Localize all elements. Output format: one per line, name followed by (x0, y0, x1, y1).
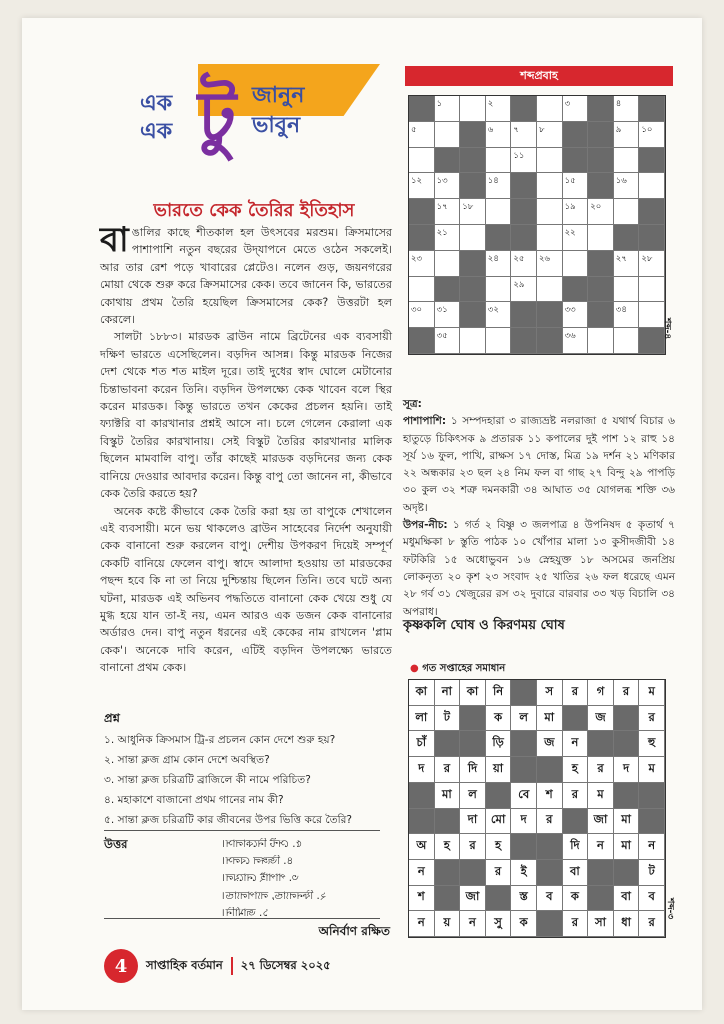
solution-cell: মা (614, 809, 640, 835)
crossword-black-cell (460, 251, 486, 277)
clue-number: ১৯ (564, 202, 576, 213)
solution-cell: র (563, 680, 589, 706)
solution-cell: য়া (486, 757, 512, 783)
solution-cell: স (537, 680, 563, 706)
crossword-cell (537, 173, 563, 199)
solution-cell: জ (588, 706, 614, 732)
solution-cell: মা (614, 834, 640, 860)
crossword-cell (639, 251, 665, 277)
solution-cell: ব (639, 886, 665, 912)
crossword-black-cell (614, 225, 640, 251)
clue-number: ১৬ (615, 176, 627, 187)
solution-cell: মা (537, 706, 563, 732)
solution-cell: ল (511, 706, 537, 732)
crossword-cell (537, 251, 563, 277)
crossword-cell (639, 277, 665, 303)
solution-black-cell (614, 731, 640, 757)
solution-cell: ল (460, 783, 486, 809)
clue-number: ৮ (539, 124, 545, 135)
clues-down (403, 517, 675, 621)
crossword-cell (614, 96, 640, 122)
solution-cell: গ (588, 680, 614, 706)
magazine-page (22, 18, 702, 1010)
solution-cell: দ (409, 757, 435, 783)
solution-black-cell (537, 757, 563, 783)
solution-black-cell (639, 809, 665, 835)
clue-number: ২১ (436, 227, 448, 238)
crossword-cell (486, 302, 512, 328)
solution-black-cell (409, 783, 435, 809)
answers-heading: উত্তর (104, 837, 128, 851)
solution-cell: হু (639, 731, 665, 757)
crossword-black-cell (409, 96, 435, 122)
solution-cell: শ (409, 886, 435, 912)
solution-black-cell (537, 911, 563, 937)
clue-number: ২২ (564, 227, 576, 238)
crossword-cell (435, 225, 461, 251)
solution-black-cell (486, 886, 512, 912)
answer-item: ১. জার্মানি। (222, 906, 269, 919)
crossword-black-cell (639, 199, 665, 225)
badge-janun: জানুন (252, 82, 305, 108)
solution-black-cell (563, 706, 589, 732)
solution-cell: র (588, 757, 614, 783)
crossword-cell (486, 173, 512, 199)
solution-black-cell (460, 706, 486, 732)
solution-cell: দ (614, 757, 640, 783)
solution-black-cell (511, 834, 537, 860)
crossword-cell (614, 277, 640, 303)
crossword-cell (435, 96, 461, 122)
crossword-cell (563, 96, 589, 122)
solution-black-cell (435, 860, 461, 886)
crossword-black-cell (460, 122, 486, 148)
solution-cell: ট (435, 706, 461, 732)
crossword-black-cell (409, 225, 435, 251)
solution-cell: ন (588, 834, 614, 860)
crossword-cell (537, 199, 563, 225)
article-title: ভারতে কেক তৈরির ইতিহাস (153, 200, 355, 221)
crossword-black-cell (435, 277, 461, 303)
page-footer (104, 948, 331, 984)
solution-cell: স্ত (511, 886, 537, 912)
questions-list (104, 730, 394, 830)
crossword-cell (614, 328, 640, 354)
crossword-cell (639, 173, 665, 199)
clue-number: ৩৫ (436, 331, 448, 342)
solution-cell: ক (486, 706, 512, 732)
crossword-cell (563, 225, 589, 251)
crossword-black-cell (409, 199, 435, 225)
crossword-grid (408, 95, 666, 355)
solution-cell: জা (588, 809, 614, 835)
crossword-cell (511, 122, 537, 148)
crossword-cell (614, 173, 640, 199)
questions-heading: প্রশ্ন (104, 711, 120, 725)
question-item: ৫. সান্তা ক্লজ চরিত্রটি কার জীবনের উপর ভিত্তি করে তৈরি? (104, 814, 353, 826)
clue-number: ৩৬ (564, 331, 576, 342)
crossword-black-cell (511, 302, 537, 328)
clue-number: ১১ (513, 150, 525, 161)
crossword-cell (588, 225, 614, 251)
crossword-cell (614, 302, 640, 328)
crossword-cell (563, 173, 589, 199)
crossword-cell (486, 148, 512, 174)
crossword-cell (563, 199, 589, 225)
down-label: উপর-নীচ: (403, 519, 448, 532)
crossword-cell (588, 199, 614, 225)
crossword-black-cell (639, 96, 665, 122)
solution-black-cell (639, 783, 665, 809)
crossword-cell (614, 122, 640, 148)
clue-number: ২৮ (641, 253, 653, 264)
solution-black-cell (486, 783, 512, 809)
crossword-black-cell (588, 122, 614, 148)
crossword-cell (409, 277, 435, 303)
crossword-cell (409, 148, 435, 174)
solution-black-cell (460, 860, 486, 886)
clue-number: ২৫ (513, 253, 525, 264)
solution-cell: ন (409, 911, 435, 937)
clue-number: ৯ (615, 124, 622, 135)
crossword-cell (563, 328, 589, 354)
solution-cell: মা (435, 783, 461, 809)
solution-cell: জ (537, 731, 563, 757)
crossword-black-cell (588, 148, 614, 174)
crossword-authors: কৃষ্ণকলি ঘোষ ও কিরণময় ঘোষ (403, 618, 565, 633)
solution-cell: দি (460, 757, 486, 783)
crossword-cell (435, 173, 461, 199)
issue-date: ২৭ ডিসেম্বর ২০২৫ (240, 957, 331, 972)
crossword-cell (511, 277, 537, 303)
solution-cell: বা (614, 886, 640, 912)
crossword-cell (588, 328, 614, 354)
crossword-cell (435, 302, 461, 328)
crossword-cell (563, 251, 589, 277)
solution-cell: র (639, 706, 665, 732)
crossword-cell (486, 251, 512, 277)
solution-black-cell (563, 809, 589, 835)
clue-number: ২৬ (539, 253, 551, 264)
solution-cell: হ (486, 834, 512, 860)
crossword-cell (435, 199, 461, 225)
crossword-cell (409, 122, 435, 148)
solution-cell: ক (511, 911, 537, 937)
solution-cell: নি (486, 680, 512, 706)
magazine-name: সাপ্তাহিক বর্তমান (146, 957, 223, 972)
crossword-cell (537, 225, 563, 251)
crossword-cell (563, 302, 589, 328)
answer-item: ৪. জিঙ্গল বেলস। (222, 855, 294, 868)
clue-number: ৩৪ (615, 305, 627, 316)
solution-cell: বা (563, 860, 589, 886)
clue-number: ১ (436, 99, 443, 109)
crossword-black-cell (511, 225, 537, 251)
solution-cell: ম (639, 680, 665, 706)
clue-number: ৬ (487, 124, 494, 135)
crossword-black-cell (588, 173, 614, 199)
solution-black-cell (435, 886, 461, 912)
solution-cell: হ (563, 757, 589, 783)
solution-black-cell (588, 731, 614, 757)
crossword-cell (460, 328, 486, 354)
solution-black-cell (511, 731, 537, 757)
crossword-cell (486, 122, 512, 148)
down-text: ১ গর্ত ২ বিষ্ণু ৩ জলপাত্র ৪ উপনিষদ ৫ কৃতার্থ ৭ মধুমক্ষিকা ৮ স্তুতি পাঠক ১০ খোঁপার মালা ১৩ কুসীদজীবী ১৪ ফটকিরি ১৫ অধোভুবন ১৬ স্নেহযুক্ত ১৮ অসমের জনপ্রিয় লোকনৃত্য ২০ কৃশ ২৩ সংবাদ ২৫ খাতির ২৬ ফল ধরেছে এমন ২৮ গর্ব ৩১ খেজুরের রস ৩২ দুবারে বারবার ৩৩ খড় বিচালি ৩৪ অপরাধ। (403, 519, 675, 618)
crossword-black-cell (511, 173, 537, 199)
clues-sutra-label: সূত্র: (403, 398, 422, 410)
crossword-cell (435, 328, 461, 354)
clue-number: ১৩ (436, 176, 448, 187)
solution-black-cell (537, 834, 563, 860)
solution-black-cell (588, 886, 614, 912)
solution-cell: শ (537, 783, 563, 809)
clue-number: ২৯ (513, 279, 525, 290)
clue-number: ১৪ (487, 176, 499, 187)
solution-cell: ন (409, 860, 435, 886)
crossword-cell (435, 122, 461, 148)
dropcap: বা (100, 220, 129, 260)
crossword-black-cell (588, 96, 614, 122)
across-label: পাশাপাশি: (403, 415, 447, 428)
solution-cell: র (537, 809, 563, 835)
article-body (100, 220, 392, 677)
clue-number: ২৪ (487, 253, 499, 264)
solution-cell: বে (511, 783, 537, 809)
badge-tu: টু (198, 75, 237, 158)
divider (104, 830, 380, 831)
crossword-cell (460, 225, 486, 251)
crossword-cell (614, 199, 640, 225)
crossword-black-cell (460, 148, 486, 174)
solution-cell: ক (563, 886, 589, 912)
crossword-black-cell (588, 251, 614, 277)
clue-number: ২ (487, 99, 494, 109)
crossword-cell (435, 251, 461, 277)
crossword-cell (460, 199, 486, 225)
clue-number: ১৮ (462, 202, 474, 213)
badge-ek-top: এক (140, 90, 173, 116)
crossword-black-cell (537, 302, 563, 328)
crossword-black-cell (563, 148, 589, 174)
solution-cell: অ (409, 834, 435, 860)
clue-number: ৭ (513, 124, 519, 135)
badge-bhabun: ভাবুন (252, 112, 301, 138)
solution-black-cell (588, 860, 614, 886)
solution-cell: য় (435, 911, 461, 937)
crossword-black-cell (639, 225, 665, 251)
clue-number: ১২ (411, 176, 423, 187)
crossword-black-cell (563, 122, 589, 148)
solution-cell: ট (639, 860, 665, 886)
clue-number: ৩০ (411, 305, 423, 316)
solution-cell: ন (460, 911, 486, 937)
crossword-black-cell (435, 148, 461, 174)
answer-item: ৫. সেন্ট নিকোলাস। (222, 838, 303, 850)
clue-number: ৩৩ (564, 305, 576, 316)
solution-cell: ব (537, 886, 563, 912)
clue-number: ৫ (411, 124, 417, 135)
solution-cell: চাঁ (409, 731, 435, 757)
crossword-code: শব্দ-৪ (662, 318, 672, 340)
clue-number: ১০ (641, 124, 653, 135)
solution-black-cell (614, 706, 640, 732)
crossword-black-cell (563, 277, 589, 303)
crossword-black-cell (460, 302, 486, 328)
page-number: 4 (104, 949, 138, 983)
crossword-cell (537, 96, 563, 122)
solution-cell: র (435, 757, 461, 783)
crossword-cell (537, 122, 563, 148)
solution-black-cell (409, 809, 435, 835)
solution-heading: ● গত সপ্তাহের সমাধান (410, 663, 506, 674)
question-item: ১. আধুনিক ক্রিসমাস ট্রি-র প্রচলন কোন দেশে শুরু হয়? (104, 734, 336, 746)
solution-cell: সু (486, 911, 512, 937)
solution-black-cell (614, 783, 640, 809)
question-item: ২. সান্তা ক্লজ গ্রাম কোন দেশে অবস্থিত? (104, 754, 270, 766)
solution-black-cell (511, 757, 537, 783)
answer-item: ৩. পাপাই নোয়েল। (222, 872, 299, 885)
solution-cell: র (460, 834, 486, 860)
crossword-cell (460, 96, 486, 122)
crossword-cell (409, 302, 435, 328)
article-paragraph: বাঙালির কাছে শীতকাল হল উৎসবের মরশুম। ক্রিসমাসের পাশাপাশি নতুন বছরের উদ্‌যাপনে মেতে ওঠেন সকলেই। আর তার রেশ পড়ে খাবারের প্লেটেও। নলেন গুড়, জয়নগরের মোয়া থেকে শুরু করে ক্রিসমাসের কেক। তবে জানেন কি, ভারতের কোথায় প্রথম তৈরি হয়েছিল ক্রিসমাসের কেক? উত্তরটা হল কেরলে। (100, 220, 392, 327)
solution-black-cell (511, 680, 537, 706)
clue-number: ৩১ (436, 305, 448, 316)
solution-black-cell (435, 731, 461, 757)
crossword-black-cell (588, 302, 614, 328)
crossword-black-cell (588, 277, 614, 303)
crossword-cell (537, 277, 563, 303)
solution-cell: র (614, 680, 640, 706)
footer-separator (231, 957, 233, 975)
solution-cell: কা (460, 680, 486, 706)
ek-tu-janun-badge (140, 64, 380, 164)
crossword-cell (486, 96, 512, 122)
solution-cell: ই (511, 860, 537, 886)
crossword-cell (537, 148, 563, 174)
clue-number: ২৭ (615, 253, 627, 264)
article-author: অনির্বাণ রক্ষিত (318, 924, 390, 938)
article-paragraph: অনেক কষ্টে কীভাবে কেক তৈরি করা হয় তা বাপুকে শেখালেন এই ব্যবসায়ী। মনে ভয় থাকলেও ব্রাউন সাহেবের নির্দেশ অনুযায়ী কেক বানানো শুরু করলেন বাপু। দেশীয় উপকরণ দিয়েই সম্পূর্ণ কেকটি বানিয়ে ফেলেন বাপু। স্বাদে আলাদা হওয়ায় তা মারডকের পছন্দ হবে কি না তা নিয়ে দুশ্চিন্তায় ছিলেন তিনি। তবে ঘটে অন্য ঘটনা, মারডক এই অভিনব পদ্ধতিতে বানানো কেক খেয়ে শুধু যে মুগ্ধ হয়ে যান তা-ই নয়, এমন আরও এক ডজন কেক বানানোর অর্ডারও দেন। বাপু নতুন ধরনের এই কেকের নাম রাখলেন 'প্লাম কেক'। অনেকে দাবি করেন, এটিই বড়দিন উপলক্ষ্যে ভারতে বানানো প্রথম কেক। (100, 504, 392, 675)
answers-list-inverted (222, 836, 382, 922)
solution-cell: দ (511, 809, 537, 835)
clue-number: ১৫ (564, 176, 576, 187)
question-item: ৩. সান্তা ক্লজ চরিত্রটি ব্রাজিলে কী নামে পরিচিত? (104, 774, 311, 786)
crossword-cell (614, 148, 640, 174)
bullet-icon: ● (410, 663, 419, 674)
solution-grid (408, 679, 666, 938)
crossword-black-cell (460, 277, 486, 303)
clues-across (403, 413, 675, 517)
solution-cell: দা (460, 809, 486, 835)
crossword-clues (403, 396, 675, 621)
clue-number: ৩২ (487, 305, 499, 316)
crossword-cell (486, 328, 512, 354)
crossword-cell (639, 122, 665, 148)
solution-black-cell (614, 860, 640, 886)
badge-ek-bottom: এক (140, 118, 173, 144)
solution-cell: না (435, 680, 461, 706)
solution-cell: ন (639, 834, 665, 860)
solution-black-cell (537, 860, 563, 886)
solution-black-cell (435, 809, 461, 835)
crossword-black-cell (537, 328, 563, 354)
clue-number: ২৩ (411, 253, 423, 264)
solution-cell: ধা (614, 911, 640, 937)
solution-cell: মো (486, 809, 512, 835)
crossword-cell (511, 148, 537, 174)
solution-cell: ম (588, 783, 614, 809)
solution-cell: কা (409, 680, 435, 706)
divider (104, 918, 380, 919)
crossword-cell (409, 251, 435, 277)
answer-item: ২. ফিনল্যান্ড, ল্যাপল্যান্ড। (222, 889, 327, 902)
solution-code: শব্দ-৩ (665, 898, 675, 920)
solution-cell: জা (460, 886, 486, 912)
crossword-black-cell (486, 225, 512, 251)
solution-cell: র (639, 911, 665, 937)
clue-number: ৪ (615, 99, 622, 109)
crossword-cell (486, 199, 512, 225)
solution-cell: ম (639, 757, 665, 783)
crossword-cell (486, 277, 512, 303)
solution-cell: র (563, 783, 589, 809)
solution-cell: দি (563, 834, 589, 860)
clue-number: ৩ (564, 99, 571, 109)
solution-cell: র (486, 860, 512, 886)
crossword-black-cell (460, 173, 486, 199)
crossword-black-cell (639, 148, 665, 174)
crossword-black-cell (511, 199, 537, 225)
solution-cell: ড়ি (486, 731, 512, 757)
solution-cell: লা (409, 706, 435, 732)
solution-cell: সা (588, 911, 614, 937)
clue-number: ২০ (590, 202, 602, 213)
crossword-banner: শব্দপ্রবাহ (405, 66, 673, 86)
across-text: ১ সম্পদহারা ৩ রাজ্যভ্রষ্ট নলরাজা ৫ যথার্থ বিচার ৬ হাতুড়ে চিকিৎসক ৯ প্রতারক ১১ কপালের দুই পাশ ১২ রাহু ১৪ সূর্য ১৬ ফুল, পাখি, রাক্ষস ১৭ দোস্ত, মিত্র ১৯ দর্শন ২১ মণিকার ২২ অন্ধকার ২৩ ছল ২৪ নিম ফল বা গাছ ২৭ বিন্দু ২৯ পাপড়ি ৩০ কুল ৩২ শত্রু দমনকারী ৩৪ আঘাত ৩৫ যোগলব্ধ শক্তি ৩৬ অদৃষ্ট। (403, 415, 675, 514)
crossword-black-cell (511, 96, 537, 122)
solution-cell: ন (563, 731, 589, 757)
solution-cell: হ (435, 834, 461, 860)
article-paragraph: সালটা ১৮৮৩। মারডক ব্রাউন নামে ব্রিটেনের এক ব্যবসায়ী দক্ষিণ ভারতে এসেছিলেন। বড়দিন আসন্ন। কিন্তু মারডক নিজের দেশ থেকে শত শত মাইল দূরে। তাই দুধের স্বাদ ঘোলে মেটানোর চিন্তাভাবনা করেন তিনি। বড়দিন উপলক্ষ্যে কেক খাবেন বলে স্থির করেন মারডক। কিন্তু ভারতে তখন কেকের প্রচলন হয়নি। তাই ফ্যাক্টরি বা কারখানার প্রশ্নই আসে না। চলে গেলেন কেরালা এক বিস্কুট তৈরির কারখানায়। সেই বিস্কুট তৈরির কারখানার মালিক ছিলেন মামবালি বাপু। তাঁর কাছেই মারডক বড়দিনের জন্য কেক বানিয়ে দেওয়ার আবদার করেন। কিন্তু বাপু তো জানেন না, কীভাবে কেক তৈরি করতে হয়? (100, 330, 392, 501)
crossword-cell (511, 251, 537, 277)
crossword-black-cell (511, 328, 537, 354)
crossword-cell (409, 173, 435, 199)
question-item: ৪. মহাকাশে বাজানো প্রথম গানের নাম কী? (104, 794, 284, 806)
solution-black-cell (460, 731, 486, 757)
crossword-black-cell (409, 328, 435, 354)
solution-cell: র (563, 911, 589, 937)
crossword-cell (614, 251, 640, 277)
clue-number: ১৭ (436, 202, 448, 213)
